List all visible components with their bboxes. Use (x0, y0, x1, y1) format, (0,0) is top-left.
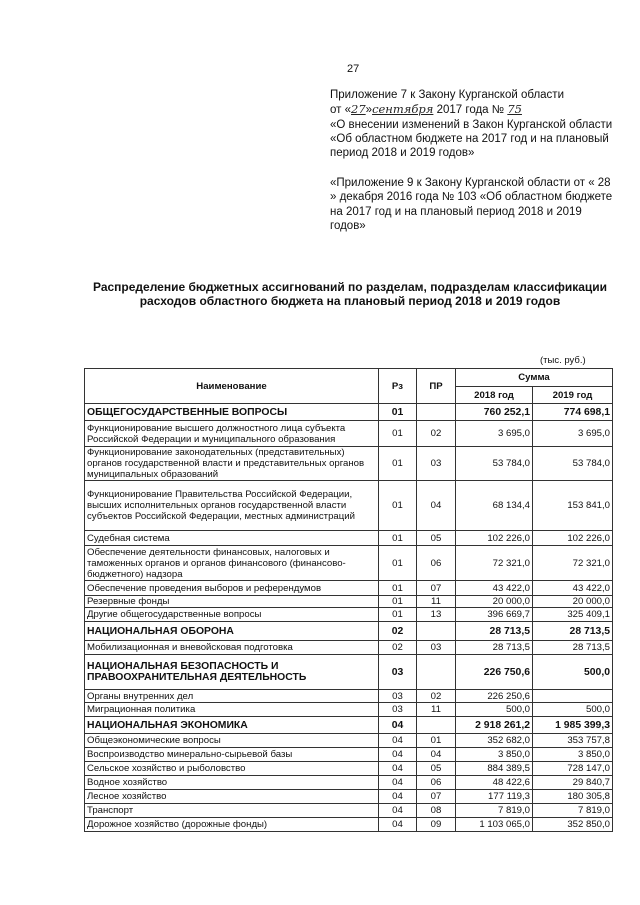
handwritten-month: сентября (372, 102, 434, 117)
page-number: 27 (347, 63, 360, 75)
quote-close: » (365, 104, 373, 117)
cell-v2019: 774 698,1 (533, 404, 613, 421)
unit-label: (тыс. руб.) (540, 355, 586, 366)
cell-pr: 01 (417, 734, 456, 748)
table-row (85, 596, 613, 608)
cell-pr: 05 (417, 531, 456, 546)
cell-rz: 03 (379, 703, 417, 717)
cell-v2019: 53 784,0 (533, 447, 613, 481)
cell-name: Мобилизационная и вневойсковая подготовка (85, 641, 379, 655)
table-row (85, 481, 613, 531)
table-row (85, 703, 613, 717)
cell-v2018: 177 119,3 (456, 790, 533, 804)
col-rz: Рз (379, 369, 417, 404)
cell-v2019: 728 147,0 (533, 762, 613, 776)
cell-name: Функционирование законодательных (представительных) органов государственной власти и представительных органов муниципальных образований (85, 447, 379, 481)
cell-name: Обеспечение деятельности финансовых, налоговых и таможенных органов и органов финансового (финансово-бюджетного) надзора (85, 546, 379, 581)
cell-name: ОБЩЕГОСУДАРСТВЕННЫЕ ВОПРОСЫ (85, 404, 379, 421)
table-row (85, 734, 613, 748)
table-row (85, 581, 613, 596)
table-row (85, 762, 613, 776)
cell-pr: 02 (417, 421, 456, 447)
cell-rz: 03 (379, 690, 417, 703)
col-pr: ПР (417, 369, 456, 404)
cell-rz: 04 (379, 762, 417, 776)
table-row (85, 804, 613, 818)
cell-v2018: 3 850,0 (456, 748, 533, 762)
cell-v2019: 20 000,0 (533, 596, 613, 608)
cell-pr: 11 (417, 703, 456, 717)
cell-pr: 13 (417, 608, 456, 622)
cell-v2019: 325 409,1 (533, 608, 613, 622)
cell-v2018: 1 103 065,0 (456, 818, 533, 832)
cell-rz: 04 (379, 776, 417, 790)
cell-name: НАЦИОНАЛЬНАЯ ЭКОНОМИКА (85, 717, 379, 734)
cell-rz: 04 (379, 748, 417, 762)
cell-v2019: 72 321,0 (533, 546, 613, 581)
budget-table (84, 368, 613, 832)
col-name: Наименование (85, 369, 379, 404)
appendix-9-header: «Приложение 9 к Закону Курганской области от « 28 » декабря 2016 года № 103 «Об областном бюджете на 2017 год и на плановый период 2018 и 2019 годов» (330, 177, 613, 232)
cell-name: Транспорт (85, 804, 379, 818)
table-row (85, 447, 613, 481)
table-row (85, 790, 613, 804)
cell-name: Дорожное хозяйство (дорожные фонды) (85, 818, 379, 832)
table-row (85, 717, 613, 734)
cell-rz: 03 (379, 655, 417, 690)
appendix-7-line1: Приложение 7 к Закону Курганской области (330, 89, 564, 101)
cell-rz: 04 (379, 717, 417, 734)
cell-v2018: 226 750,6 (456, 655, 533, 690)
cell-name: Водное хозяйство (85, 776, 379, 790)
cell-v2019: 153 841,0 (533, 481, 613, 531)
cell-pr (417, 404, 456, 421)
cell-pr: 03 (417, 641, 456, 655)
cell-v2019: 3 695,0 (533, 421, 613, 447)
cell-v2019: 7 819,0 (533, 804, 613, 818)
cell-v2019: 352 850,0 (533, 818, 613, 832)
cell-pr: 11 (417, 596, 456, 608)
col-sum: Сумма (456, 369, 613, 387)
cell-rz: 01 (379, 531, 417, 546)
cell-v2019: 353 757,8 (533, 734, 613, 748)
cell-v2018: 760 252,1 (456, 404, 533, 421)
cell-v2019: 500,0 (533, 655, 613, 690)
cell-v2019: 43 422,0 (533, 581, 613, 596)
col-2019: 2019 год (533, 387, 613, 404)
appendix-7-date-line (330, 102, 620, 117)
cell-name: Другие общегосударственные вопросы (85, 608, 379, 622)
cell-v2018: 500,0 (456, 703, 533, 717)
cell-v2019 (533, 690, 613, 703)
cell-v2018: 53 784,0 (456, 447, 533, 481)
cell-v2018: 7 819,0 (456, 804, 533, 818)
table-row (85, 776, 613, 790)
table-row (85, 690, 613, 703)
document-title: Распределение бюджетных ассигнований по разделам, подразделам классификации расходов областного бюджета на плановый период 2018 и 2019 годов (92, 280, 608, 308)
table-row (85, 622, 613, 641)
cell-rz: 01 (379, 447, 417, 481)
cell-v2018: 68 134,4 (456, 481, 533, 531)
appendix-7-header (330, 88, 620, 160)
cell-v2019: 102 226,0 (533, 531, 613, 546)
cell-v2019: 28 713,5 (533, 622, 613, 641)
table-row (85, 655, 613, 690)
cell-name: Общеэкономические вопросы (85, 734, 379, 748)
cell-v2018: 28 713,5 (456, 622, 533, 641)
cell-rz: 01 (379, 546, 417, 581)
cell-pr: 06 (417, 776, 456, 790)
table-row (85, 546, 613, 581)
cell-v2018: 72 321,0 (456, 546, 533, 581)
cell-v2018: 20 000,0 (456, 596, 533, 608)
cell-v2018: 3 695,0 (456, 421, 533, 447)
appendix-7-description: «О внесении изменений в Закон Курганской области «Об областном бюджете на 2017 год и на плановый период 2018 и 2019 годов» (330, 118, 613, 160)
cell-name: Резервные фонды (85, 596, 379, 608)
cell-v2018: 352 682,0 (456, 734, 533, 748)
cell-rz: 01 (379, 581, 417, 596)
cell-v2018: 226 250,6 (456, 690, 533, 703)
cell-pr (417, 717, 456, 734)
cell-pr: 05 (417, 762, 456, 776)
handwritten-day: 27 (351, 102, 366, 117)
cell-v2019: 180 305,8 (533, 790, 613, 804)
cell-v2018: 43 422,0 (456, 581, 533, 596)
cell-v2019: 28 713,5 (533, 641, 613, 655)
cell-pr: 04 (417, 481, 456, 531)
cell-rz: 02 (379, 622, 417, 641)
cell-rz: 01 (379, 421, 417, 447)
cell-v2018: 28 713,5 (456, 641, 533, 655)
cell-pr: 03 (417, 447, 456, 481)
cell-rz: 04 (379, 790, 417, 804)
col-2018: 2018 год (456, 387, 533, 404)
table-row (85, 404, 613, 421)
cell-v2018: 102 226,0 (456, 531, 533, 546)
table-row (85, 818, 613, 832)
year-label: 2017 года № (433, 104, 505, 117)
cell-v2018: 884 389,5 (456, 762, 533, 776)
cell-pr (417, 655, 456, 690)
cell-name: НАЦИОНАЛЬНАЯ ОБОРОНА (85, 622, 379, 641)
table-row (85, 748, 613, 762)
cell-v2018: 396 669,7 (456, 608, 533, 622)
cell-pr: 08 (417, 804, 456, 818)
cell-name: Лесное хозяйство (85, 790, 379, 804)
cell-rz: 01 (379, 404, 417, 421)
cell-pr: 06 (417, 546, 456, 581)
cell-name: Функционирование высшего должностного лица субъекта Российской Федерации и муниципального образования (85, 421, 379, 447)
cell-rz: 01 (379, 608, 417, 622)
cell-pr: 07 (417, 790, 456, 804)
cell-name: Сельское хозяйство и рыболовство (85, 762, 379, 776)
cell-rz: 04 (379, 734, 417, 748)
cell-pr: 07 (417, 581, 456, 596)
cell-v2018: 2 918 261,2 (456, 717, 533, 734)
cell-name: Судебная система (85, 531, 379, 546)
cell-name: Функционирование Правительства Российской Федерации, высших исполнительных органов государственной власти субъектов Российской Федерации, местных администраций (85, 481, 379, 531)
cell-pr (417, 622, 456, 641)
cell-name: Органы внутренних дел (85, 690, 379, 703)
cell-v2019: 500,0 (533, 703, 613, 717)
cell-name: Миграционная политика (85, 703, 379, 717)
cell-rz: 04 (379, 804, 417, 818)
table-row (85, 531, 613, 546)
cell-pr: 04 (417, 748, 456, 762)
cell-rz: 04 (379, 818, 417, 832)
cell-v2019: 29 840,7 (533, 776, 613, 790)
cell-pr: 02 (417, 690, 456, 703)
cell-rz: 02 (379, 641, 417, 655)
cell-v2019: 3 850,0 (533, 748, 613, 762)
cell-v2019: 1 985 399,3 (533, 717, 613, 734)
cell-name: Обеспечение проведения выборов и референдумов (85, 581, 379, 596)
cell-rz: 01 (379, 596, 417, 608)
cell-v2018: 48 422,6 (456, 776, 533, 790)
ot-label: от « (330, 104, 352, 117)
cell-name: НАЦИОНАЛЬНАЯ БЕЗОПАСНОСТЬ И ПРАВООХРАНИТЕЛЬНАЯ ДЕЯТЕЛЬНОСТЬ (85, 655, 379, 690)
cell-pr: 09 (417, 818, 456, 832)
table-row (85, 421, 613, 447)
table-row (85, 641, 613, 655)
table-row (85, 608, 613, 622)
cell-rz: 01 (379, 481, 417, 531)
cell-name: Воспроизводство минерально-сырьевой базы (85, 748, 379, 762)
handwritten-number: 75 (507, 102, 522, 117)
